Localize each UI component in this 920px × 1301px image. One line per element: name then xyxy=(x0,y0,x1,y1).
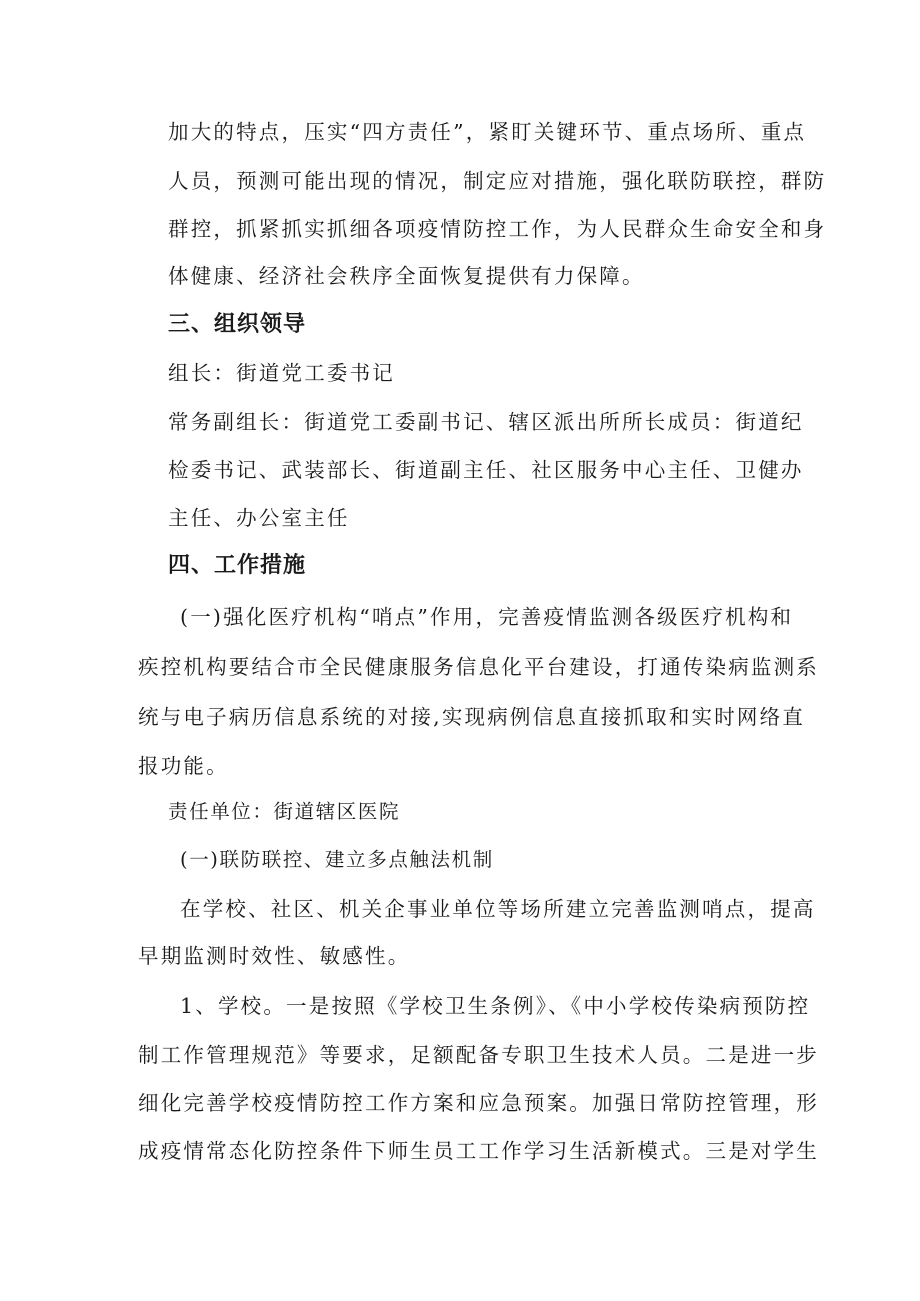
section-heading-measures: 四、工作措施 xyxy=(168,553,307,578)
paragraph-line: 细化完善学校疫情防控工作方案和应急预案。加强日常防控管理，形 xyxy=(138,1091,819,1115)
paragraph-line: 加大的特点，压实“四方责任”，紧盯关键环节、重点场所、重点 xyxy=(168,120,807,144)
paragraph-line: 组长：街道党工委书记 xyxy=(168,361,395,385)
paragraph-line: 1、学校。一是按照《学校卫生条例》、《中小学校传染病预防控 xyxy=(180,994,811,1018)
paragraph-line: 早期监测时效性、敏感性。 xyxy=(138,944,411,968)
paragraph-line: 统与电子病历信息系统的对接,实现病例信息直接抓取和实时网络直 xyxy=(138,705,806,729)
paragraph-line: 人员，预测可能出现的情况，制定应对措施，强化联防联控，群防 xyxy=(168,169,827,193)
paragraph-line: 疾控机构要结合市全民健康服务信息化平台建设，打通传染病监测系 xyxy=(138,655,819,679)
paragraph-line: 体健康、经济社会秩序全面恢复提供有力保障。 xyxy=(168,264,645,288)
paragraph-line: 常务副组长：街道党工委副书记、辖区派出所所长成员：街道纪 xyxy=(168,410,804,434)
paragraph-line: 报功能。 xyxy=(138,754,229,778)
paragraph-line: (一)强化医疗机构“哨点”作用，完善疫情监测各级医疗机构和 xyxy=(180,605,794,629)
section-heading-organization: 三、组织领导 xyxy=(168,312,307,337)
paragraph-line: 成疫情常态化防控条件下师生员工工作学习生活新模式。三是对学生 xyxy=(138,1139,819,1163)
paragraph-line: 检委书记、武装部长、街道副主任、社区服务中心主任、卫健办 xyxy=(168,458,804,482)
responsible-unit: 责任单位：街道辖区医院 xyxy=(168,800,401,823)
subsection-heading: (一)联防联控、建立多点触法机制 xyxy=(180,848,494,871)
paragraph-line: 制工作管理规范》等要求，足额配备专职卫生技术人员。二是进一步 xyxy=(138,1043,819,1067)
paragraph-line: 在学校、社区、机关企事业单位等场所建立完善监测哨点，提高 xyxy=(180,897,816,921)
paragraph-line: 群控，抓紧抓实抓细各项疫情防控工作，为人民群众生命安全和身 xyxy=(168,217,827,241)
paragraph-line: 主任、办公室主任 xyxy=(168,506,350,530)
